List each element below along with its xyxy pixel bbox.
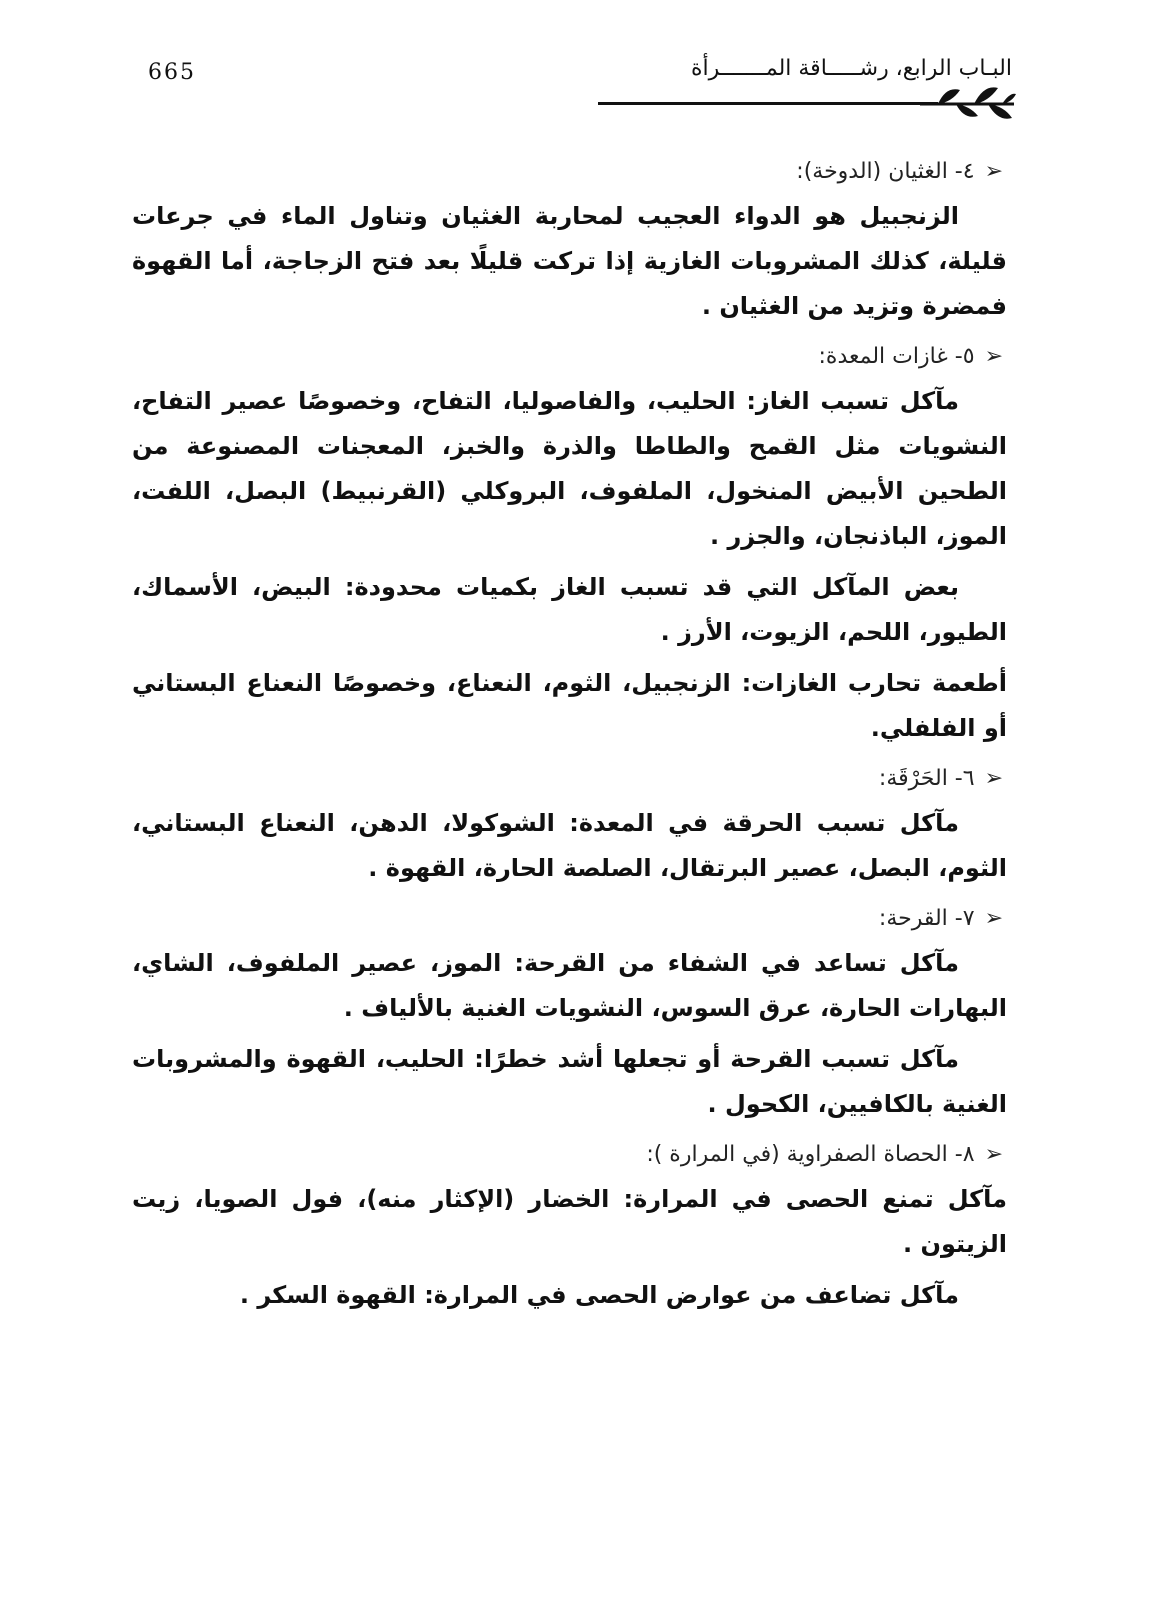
arrow-bullet-icon: ➢ (984, 906, 1003, 931)
running-header-title: البـاب الرابع، رشـــــاقة المـــــــرأة (690, 56, 1012, 81)
section-heading: ➢٨- الحصاة الصفراوية (في المرارة ): (646, 1142, 1003, 1167)
paragraph: الزنجبيل هو الدواء العجيب لمحاربة الغثيان وتناول الماء في جرعات قليلة، كذلك المشروبات الغازية إذا تركت قليلًا بعد فتح الزجاجة، أما القهوة فمضرة وتزيد من الغثيان . (132, 202, 1007, 320)
arrow-bullet-icon: ➢ (984, 766, 1003, 791)
header-rule (598, 102, 938, 105)
section-heading: ➢٧- القرحة: (878, 906, 1003, 931)
paragraph: مآكل تضاعف من عوارض الحصى في المرارة: القهوة السكر . (239, 1281, 959, 1309)
page-number: 665 (148, 60, 196, 85)
paragraph: مآكل تساعد في الشفاء من القرحة: الموز، عصير الملفوف، الشاي، البهارات الحارة، عرق السوس، النشويات الغنية بالألياف . (132, 949, 1007, 1022)
arrow-bullet-icon: ➢ (984, 1142, 1003, 1167)
arrow-bullet-icon: ➢ (984, 344, 1003, 369)
paragraph: أطعمة تحارب الغازات: الزنجبيل، الثوم، النعناع، وخصوصًا النعناع البستاني أو الفلفلي. (132, 669, 1007, 742)
section-heading: ➢٦- الحَرْقَة: (878, 766, 1003, 791)
arrow-bullet-icon: ➢ (984, 159, 1003, 184)
section-heading: ➢٥- غازات المعدة: (818, 344, 1003, 369)
paragraph: مآكل تسبب الغاز: الحليب، والفاصوليا، التفاح، وخصوصًا عصير التفاح، النشويات مثل القمح والطاطا والذرة والخبز، المعجنات المصنوعة من الطحين الأبيض المنخول، الملفوف، البروكلي (القرنبيط) البصل، اللفت، الموز، الباذنجان، والجزر . (132, 387, 1007, 550)
paragraph: بعض المآكل التي قد تسبب الغاز بكميات محدودة: البيض، الأسماك، الطيور، اللحم، الزيوت، الأرز . (132, 573, 1007, 646)
paragraph: مآكل تسبب القرحة أو تجعلها أشد خطرًا: الحليب، القهوة والمشروبات الغنية بالكافيين، الكحول . (132, 1045, 1007, 1118)
paragraph: مآكل تسبب الحرقة في المعدة: الشوكولا، الدهن، النعناع البستاني، الثوم، البصل، عصير البرتقال، الصلصة الحارة، القهوة . (132, 809, 1007, 882)
leaf-branch-icon (918, 80, 1018, 130)
paragraph: مآكل تمنع الحصى في المرارة: الخضار (الإكثار منه)، فول الصويا، زيت الزيتون . (132, 1185, 1007, 1258)
body-text (132, 150, 1007, 1324)
section-heading: ➢٤- الغثيان (الدوخة): (796, 159, 1003, 184)
